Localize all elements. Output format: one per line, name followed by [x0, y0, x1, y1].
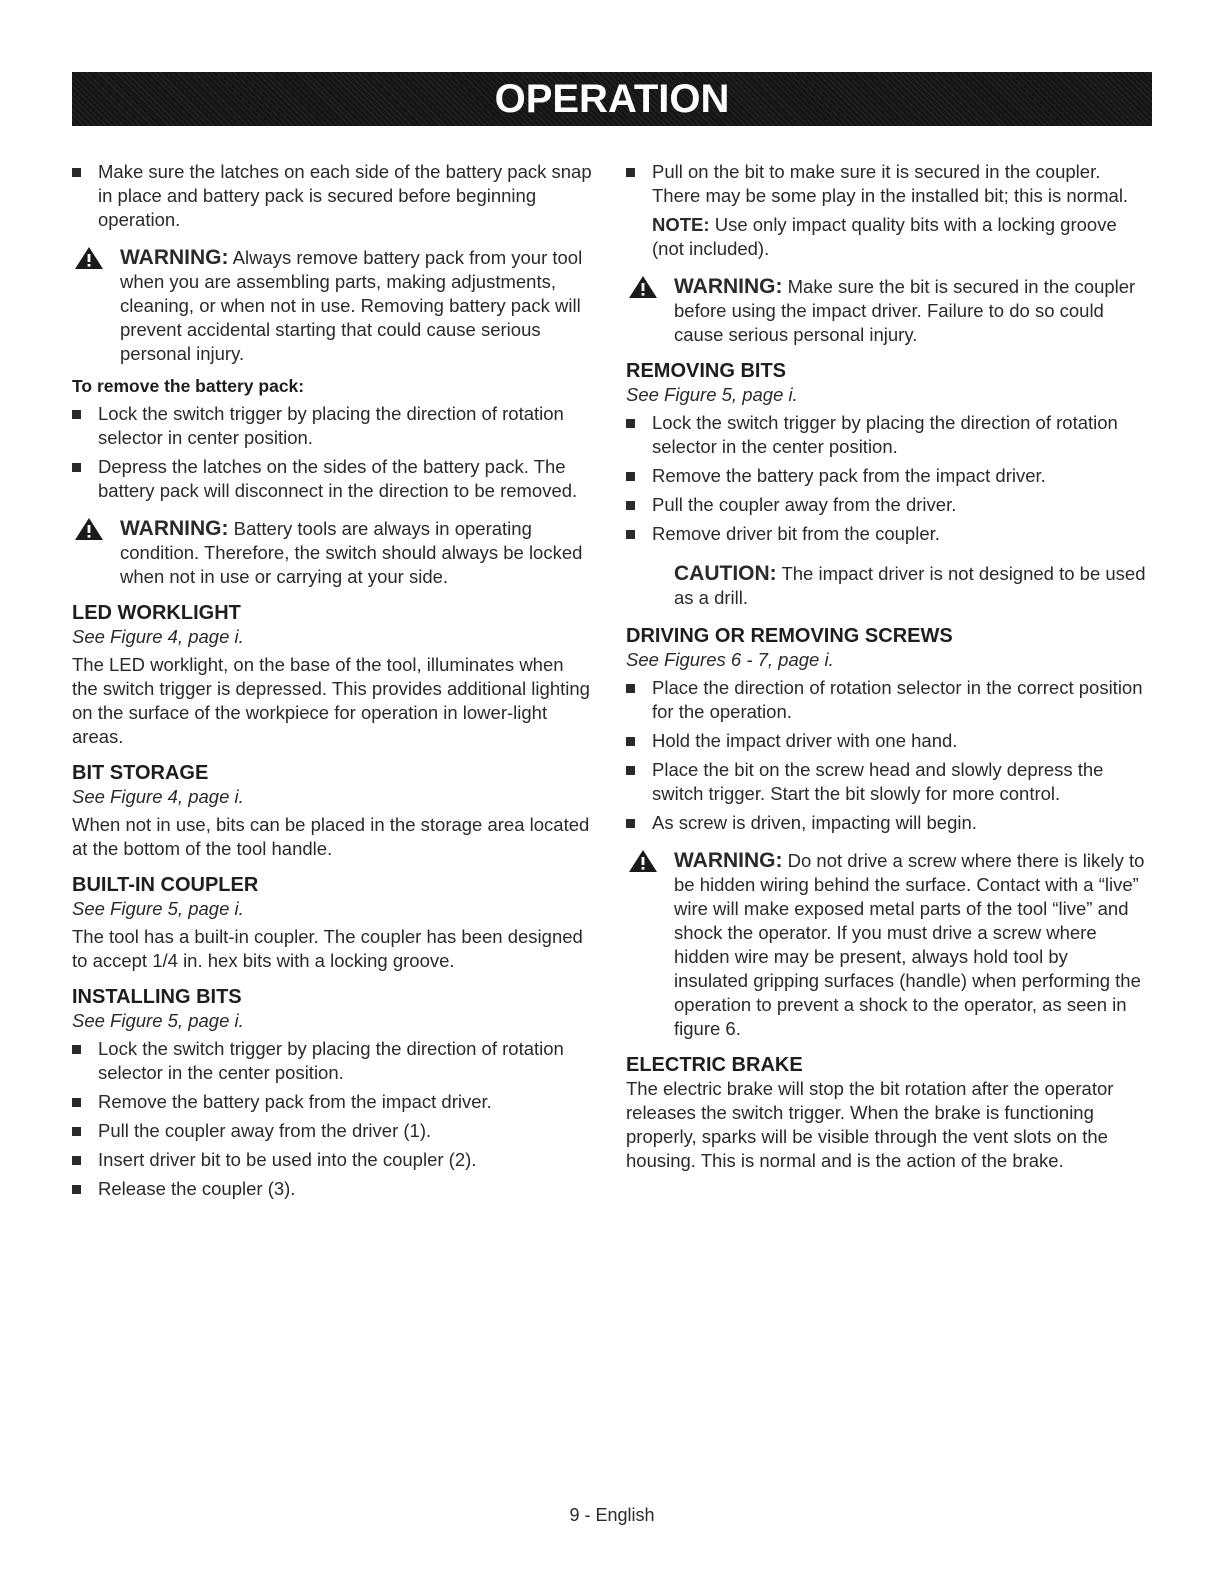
figure-reference: See Figures 6 - 7, page i. [626, 649, 834, 670]
warning-block [72, 517, 592, 589]
list-item: Remove the battery pack from the impact driver. [626, 464, 1146, 488]
section-heading-coupler: BUILT-IN COUPLER [72, 874, 259, 896]
left-column [72, 160, 592, 1206]
paragraph: The electric brake will stop the bit rotation after the operator releases the switch trigger. When the brake is functioning properly, sparks will be visible through the vent slots on the housing. This is normal and is the action of the brake. [626, 1078, 1114, 1171]
caution-text: The impact driver is not designed to be used as a drill. [674, 563, 1146, 608]
warning-label: WARNING: [674, 275, 783, 298]
list-item: Lock the switch trigger by placing the direction of rotation selector in center position. [72, 402, 592, 450]
warning-block [626, 275, 1146, 347]
list-item: Place the bit on the screw head and slowly depress the switch trigger. Start the bit slowly for more control. [626, 758, 1146, 806]
warning-label: WARNING: [120, 517, 229, 540]
warning-icon [626, 275, 660, 299]
list-item: As screw is driven, impacting will begin. [626, 811, 1146, 835]
list-item: Remove the battery pack from the impact driver. [72, 1090, 592, 1114]
caution-label: CAUTION: [674, 562, 777, 585]
list-item: Pull the coupler away from the driver. [626, 493, 1146, 517]
list-item: Hold the impact driver with one hand. [626, 729, 1146, 753]
warning-icon [72, 246, 106, 270]
figure-reference: See Figure 4, page i. [72, 786, 244, 807]
note-text: Use only impact quality bits with a locking groove (not included). [652, 214, 1117, 259]
section-heading-storage: BIT STORAGE [72, 762, 209, 784]
caution-block [626, 562, 1146, 610]
figure-reference: See Figure 5, page i. [72, 898, 244, 919]
figure-reference: See Figure 5, page i. [626, 384, 798, 405]
warning-icon [626, 849, 660, 873]
list-item: Pull on the bit to make sure it is secured in the coupler. There may be some play in the installed bit; this is normal. [626, 160, 1146, 208]
list-item: Lock the switch trigger by placing the direction of rotation selector in the center position. [626, 411, 1146, 459]
warning-label: WARNING: [120, 246, 229, 269]
remove-battery-heading: To remove the battery pack: [72, 376, 305, 396]
list-item: Release the coupler (3). [72, 1177, 592, 1201]
list-item: Remove driver bit from the coupler. [626, 522, 1146, 546]
warning-text: Do not drive a screw where there is likely to be hidden wiring behind the surface. Contact with a “live” wire will make exposed metal parts of the tool “live” and shock the operator. If you must drive a screw where hidden wire may be present, always hold tool by insulated gripping surfaces (handle) when performing the operation to prevent a shock to the operator, as seen in figure 6. [674, 850, 1145, 1039]
warning-icon [72, 517, 106, 541]
list-item: Insert driver bit to be used into the coupler (2). [72, 1148, 592, 1172]
section-heading-brake: ELECTRIC BRAKE [626, 1054, 803, 1076]
paragraph: When not in use, bits can be placed in the storage area located at the bottom of the tool handle. [72, 814, 590, 859]
warning-text: Always remove battery pack from your tool when you are assembling parts, making adjustments, cleaning, or when not in use. Removing battery pack will prevent accidental starting that could cause serious personal injury. [120, 247, 583, 364]
list-item: Pull the coupler away from the driver (1). [72, 1119, 592, 1143]
page-title: OPERATION [494, 77, 730, 121]
section-heading-removing: REMOVING BITS [626, 360, 787, 382]
section-heading-driving: DRIVING OR REMOVING SCREWS [626, 625, 953, 647]
warning-label: WARNING: [674, 849, 783, 872]
warning-block [626, 849, 1146, 1041]
list-item: Place the direction of rotation selector in the correct position for the operation. [626, 676, 1146, 724]
warning-text: Make sure the bit is secured in the coupler before using the impact driver. Failure to do so could cause serious personal injury. [674, 276, 1136, 345]
list-item: Lock the switch trigger by placing the direction of rotation selector in the center position. [72, 1037, 592, 1085]
paragraph: The tool has a built-in coupler. The coupler has been designed to accept 1/4 in. hex bits with a locking groove. [72, 926, 583, 971]
list-item: Make sure the latches on each side of the battery pack snap in place and battery pack is secured before beginning operation. [72, 160, 592, 232]
section-banner [72, 72, 1152, 126]
right-column [626, 160, 1146, 1177]
figure-reference: See Figure 4, page i. [72, 626, 244, 647]
warning-block [72, 246, 592, 366]
note-block [626, 213, 1146, 261]
note-label: NOTE: [652, 214, 710, 235]
paragraph: The LED worklight, on the base of the tool, illuminates when the switch trigger is depressed. This provides additional lighting on the surface of the workpiece for operation in lower-light areas. [72, 654, 590, 747]
section-heading-led: LED WORKLIGHT [72, 602, 241, 624]
list-item: Depress the latches on the sides of the battery pack. The battery pack will disconnect in the direction to be removed. [72, 455, 592, 503]
page-number: 9 - English [569, 1505, 655, 1525]
section-heading-installing: INSTALLING BITS [72, 986, 242, 1008]
warning-text: Battery tools are always in operating condition. Therefore, the switch should always be locked when not in use or carrying at your side. [120, 518, 583, 587]
figure-reference: See Figure 5, page i. [72, 1010, 244, 1031]
